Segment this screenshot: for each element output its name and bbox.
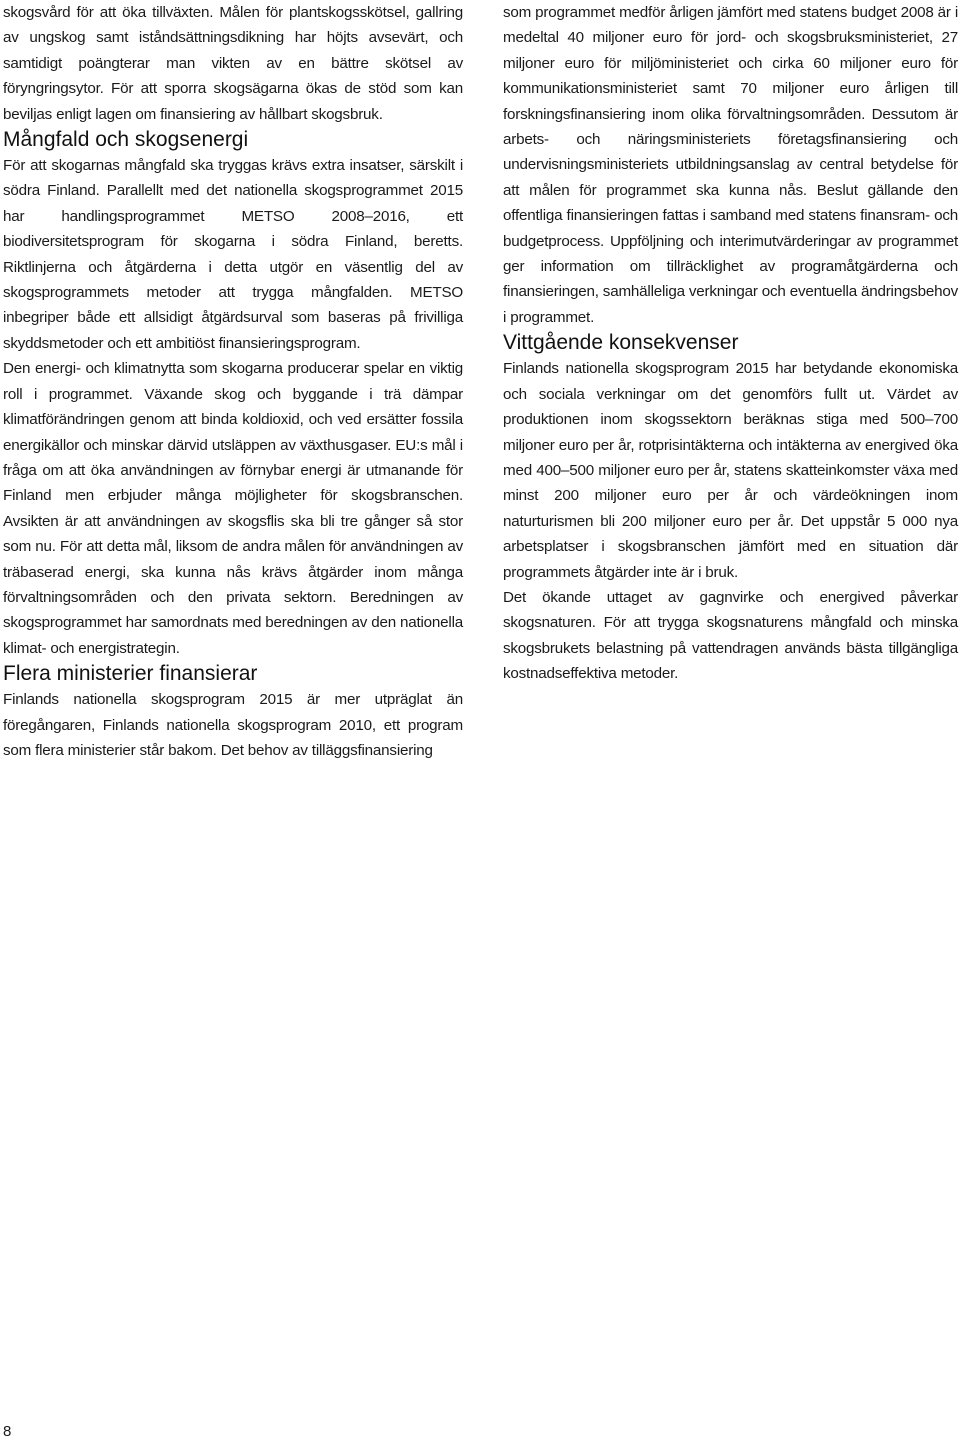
right-column (503, 0, 958, 687)
paragraph-vittgaende: Finlands nationella skogsprogram 2015 har betydande ekonomiska och sociala verkningar om det genomförs fullt ut. Värdet av produktionen inom skogssektorn beräknas stiga med 500–700 miljoner euro per år, rotprisintäkterna och intäkterna av energived öka med 400–500 miljoner euro per år, statens skatteinkomster växa med minst 200 miljoner euro per år och värdeökningen inom naturturismen bli 200 miljoner euro per år. Det uppstår 5 000 nya arbetsplatser i skogsbranschen jämfört med en situation där programmets åtgärder inte är i bruk. (503, 360, 958, 581)
heading-mangfald-och-skogsenergi: Mångfald och skogsenergi (3, 128, 249, 152)
paragraph-finansiering: som programmet medför årligen jämfört med statens budget 2008 är i medeltal 40 miljoner euro för jord- och skogsbruksministeriet, 27 miljoner euro för miljöministeriet och cirka 60 miljoner euro för kommunikationsministeriet samt 70 miljoner euro årligen till forskningsfinansiering inom olika förvaltningsområden. Dessutom är arbets- och näringsministeriets företagsfinansiering och undervisningsministeriets utbildningsanslag av central betydelse för att målen för programmet ska kunna nås. Beslut gällande den offentliga finansieringen fattas i samband med statens finansram- och budgetprocess. Uppföljning och interimutvärderingar av programmet ger information om tillräcklighet av programåtgärderna och finansieringen, samhälleliga verkningar och eventuella ändringsbehov i programmet. (503, 4, 958, 326)
intro-paragraph: skogsvård för att öka tillväxten. Målen för plantskogsskötsel, gallring av ungskog samt iståndsättningsdikning har höjts avsevärt, och samtidigt poängterar man vikten av en bättre skötsel av föryngringsytor. För att sporra skogsägarna ökas de stöd som kan beviljas enligt lagen om finansiering av hållbart skogsbruk. (3, 4, 463, 123)
paragraph-mangfald: För att skogarnas mångfald ska tryggas krävs extra insatser, särskilt i södra Finland. Parallellt med det nationella skogsprogrammet 2015 har handlingsprogrammet METSO 2008–2016, ett biodiversitetsprogram för skogarna i södra Finland, beretts. Riktlinjerna och åtgärderna i detta utgör en väsentlig del av skogsprogrammets metoder att trygga mångfalden. METSO inbegriper både ett allsidigt åtgärdsurval som baseras på frivilliga skyddsmetoder och ett ambitiöst finansieringsprogram. (3, 157, 463, 352)
paragraph-gagnvirke: Det ökande uttaget av gagnvirke och energived påverkar skogsnaturen. För att trygga skogsnaturens mångfald och minska skogsbrukets belastning på vattendragen används bästa tillgängliga kostnadseffektiva metoder. (503, 588, 958, 683)
paragraph-ministerier: Finlands nationella skogsprogram 2015 är mer utpräglat än föregångaren, Finlands nationella skogsprogram 2010, ett program som flera ministerier står bakom. Det behov av tilläggsfinansiering (3, 691, 463, 759)
heading-flera-ministerier-finansierar: Flera ministerier finansierar (3, 662, 258, 686)
page-number: 8 (3, 1423, 12, 1440)
heading-vittgaende-konsekvenser: Vittgående konsekvenser (503, 331, 739, 355)
left-column (3, 0, 463, 763)
paragraph-energi: Den energi- och klimatnytta som skogarna producerar spelar en viktig roll i programmet. Växande skog och byggande i trä dämpar klimatförändringen genom att binda koldioxid, och ved ersätter fossila energikällor och minskar därvid utsläppen av växthusgaser. EU:s mål i fråga om att öka användningen av förnybar energi är utmanande för Finland men erbjuder många möjligheter för skogsbranschen. Avsikten är att användningen av skogsflis ska bli tre gånger så stor som nu. För att detta mål, liksom de andra målen för användningen av träbaserad energi, ska kunna nås krävs åtgärder inom många förvaltningsområden och den privata sektorn. Beredningen av skogsprogrammet har samordnats med beredningen av den nationella klimat- och energistrategin. (3, 360, 463, 657)
